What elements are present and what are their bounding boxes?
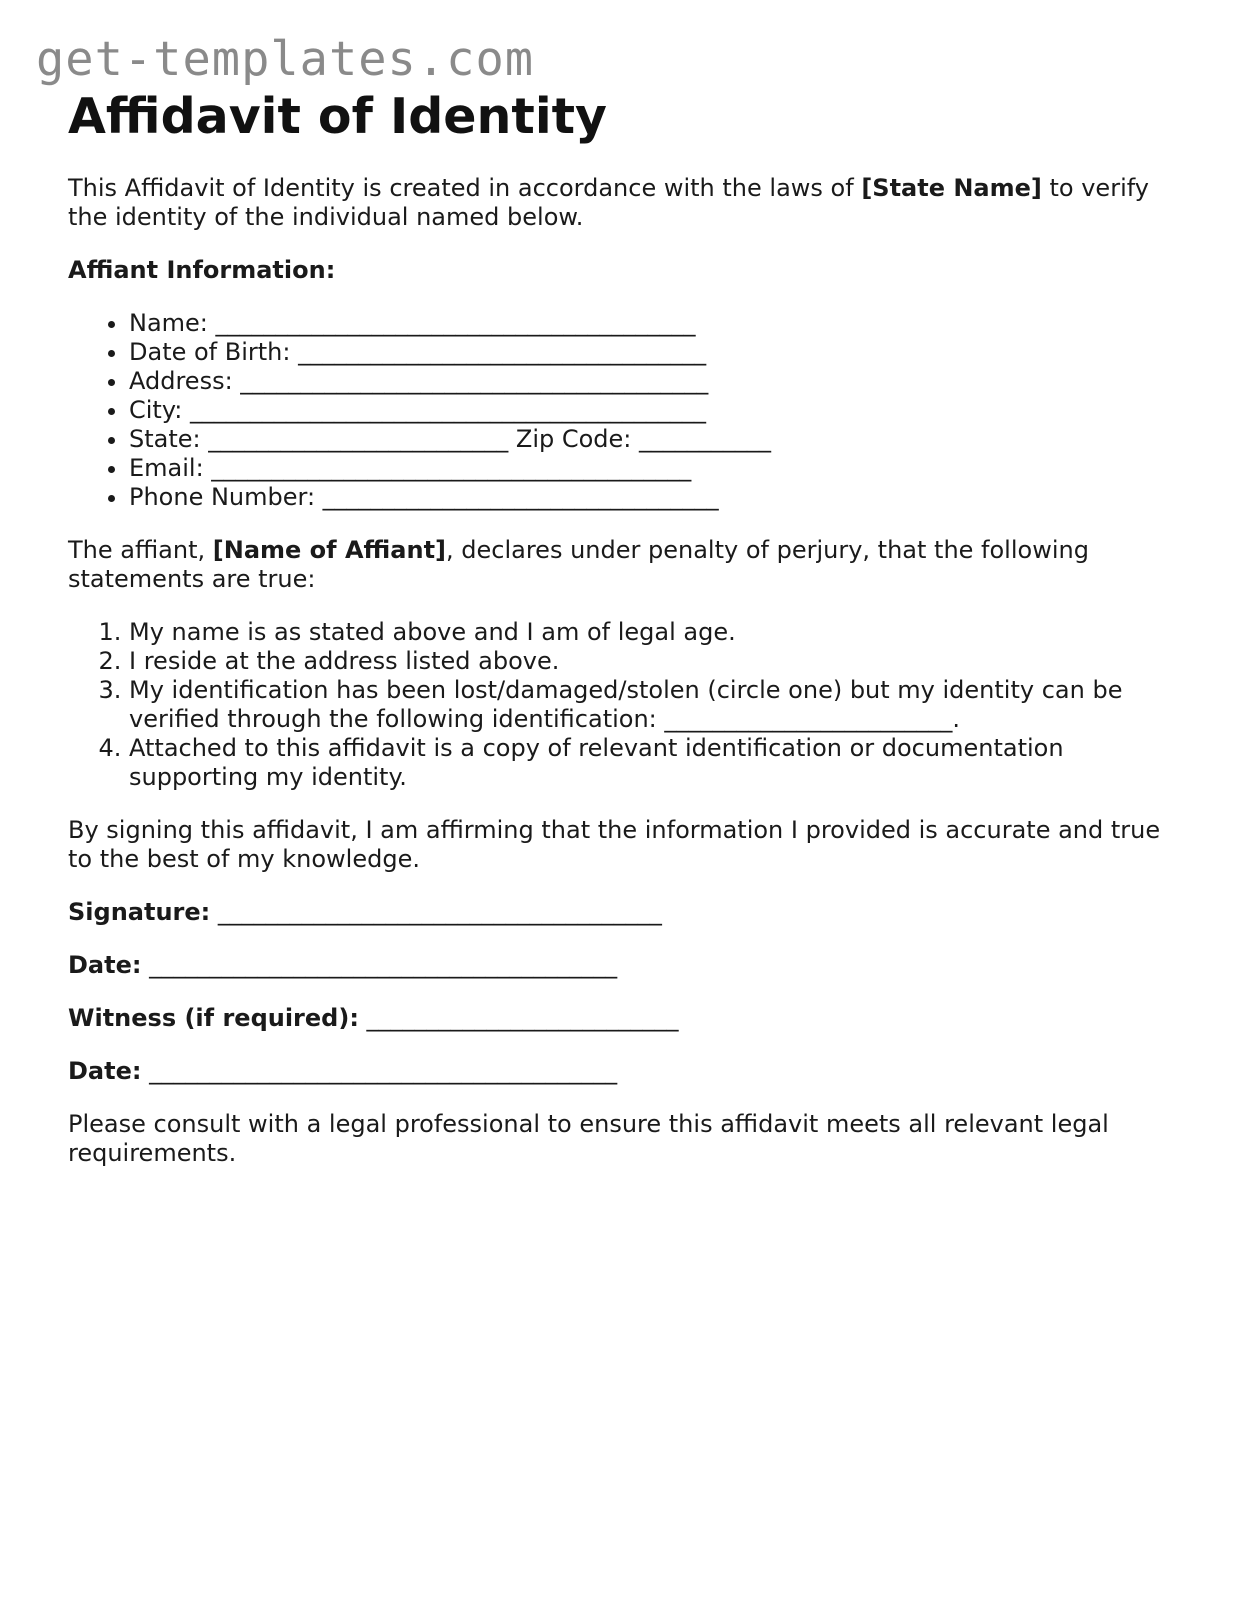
date-line <box>68 951 1188 980</box>
declaration-paragraph <box>68 536 1188 594</box>
witness-date-label: Date: <box>68 1057 142 1085</box>
document-page <box>68 84 1188 1168</box>
intro-paragraph <box>68 174 1188 232</box>
closing-paragraph: Please consult with a legal professional to ensure this affidavit meets all relevant legal requirements. <box>68 1110 1109 1167</box>
witness-date-blank: _______________________________________ <box>141 1057 618 1085</box>
signature-label: Signature: <box>68 898 211 926</box>
field-date-of-birth: • Date of Birth: __________________________________ <box>129 338 1188 367</box>
field-address: • Address: _______________________________________ <box>129 367 1188 396</box>
signature-line <box>68 898 1188 927</box>
statement-item: 2. I reside at the address listed above. <box>129 647 1188 676</box>
affiant-fields-list <box>68 309 1188 512</box>
intro-text-before: This Affidavit of Identity is created in accordance with the laws of <box>68 174 862 202</box>
statements-list <box>68 618 1188 792</box>
state-name-placeholder: [State Name] <box>861 174 1042 202</box>
watermark: get-templates.com <box>36 32 535 87</box>
field-state-zip <box>129 425 1188 454</box>
field-email: • Email: ________________________________________ <box>129 454 1188 483</box>
intro-text-after: to verify the identity of the individual named below. <box>68 174 1149 231</box>
statement-item: 4. Attached to this affidavit is a copy of relevant identification or documentation supporting my identity. <box>129 734 1188 792</box>
witness-blank: __________________________ <box>358 1004 679 1032</box>
declaration-text-before: The affiant, <box>68 536 213 564</box>
declaration-text-after: , declares under penalty of perjury, that the following statements are true: <box>68 536 1089 593</box>
statement-item: 3. My identification has been lost/damaged/stolen (circle one) but my identity can be verified through the following identification: ________________________. <box>129 676 1188 734</box>
witness-label: Witness (if required): <box>68 1004 359 1032</box>
affirmation-paragraph: By signing this affidavit, I am affirming that the information I provided is accurate and true to the best of my knowledge. <box>68 816 1161 873</box>
field-phone-number: • Phone Number: _________________________________ <box>129 483 1188 512</box>
statement-item: 1. My name is as stated above and I am of legal age. <box>129 618 1188 647</box>
witness-date-line <box>68 1057 1188 1086</box>
field-name: • Name: ________________________________________ <box>129 309 1188 338</box>
date-blank: _______________________________________ <box>141 951 618 979</box>
date-label: Date: <box>68 951 142 979</box>
field-state: State: _________________________ <box>129 425 509 453</box>
signature-blank: _____________________________________ <box>210 898 662 926</box>
affiant-information-heading: Affiant Information: <box>68 256 336 284</box>
page-title: Affidavit of Identity <box>68 88 607 145</box>
field-city: • City: ___________________________________________ <box>129 396 1188 425</box>
affiant-name-placeholder: [Name of Affiant] <box>212 536 447 564</box>
witness-line <box>68 1004 1188 1033</box>
field-zip-code: Zip Code: ___________ <box>508 425 772 453</box>
